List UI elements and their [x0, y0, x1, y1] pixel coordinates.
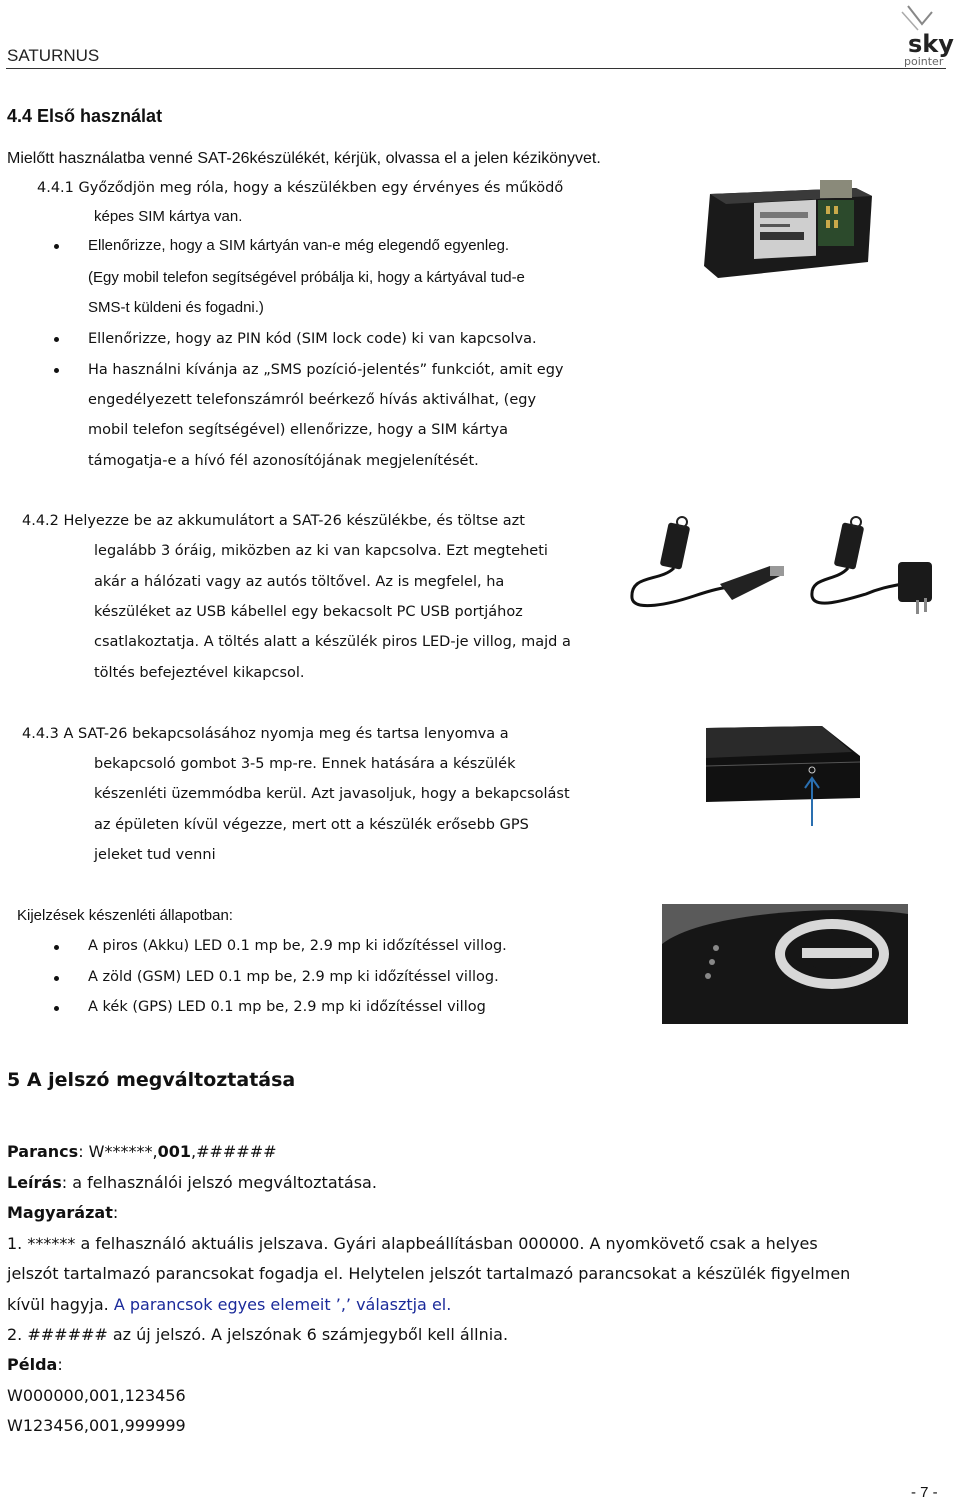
- wall-charger-photo: [806, 512, 946, 620]
- bullet: [54, 368, 59, 373]
- bullet2-text: Ellenőrizze, hogy az PIN kód (SIM lock code) ki van kapcsolva.: [88, 331, 537, 347]
- led-red-text: A piros (Akku) LED 0.1 mp be, 2.9 mp ki időzítéssel villog.: [88, 938, 507, 954]
- bullet3-line4: támogatja-e a hívó fél azonosítójának megjelenítését.: [88, 453, 479, 469]
- example-heading: [7, 1355, 63, 1374]
- bullet: [54, 337, 59, 342]
- command-line: [7, 1142, 277, 1161]
- item-4-4-3-line4: az épületen kívül végezze, mert ott a készülék erősebb GPS: [94, 817, 529, 833]
- item-4-4-2-line4: készüléket az USB kábellel egy bekacsolt PC USB portjához: [94, 604, 523, 620]
- description-line: [7, 1173, 377, 1192]
- explanation-p2: 2. ###### az új jelszó. A jelszónak 6 számjegyből kell állnia.: [7, 1325, 509, 1344]
- car-charger-photo: [620, 512, 790, 620]
- item-4-4-1-line2: képes SIM kártya van.: [94, 208, 243, 225]
- example-1: W000000,001,123456: [7, 1386, 186, 1405]
- bullet1-line1: Ellenőrizze, hogy a SIM kártyán van-e még elegendő egyenleg.: [88, 237, 510, 254]
- led-green-text: A zöld (GSM) LED 0.1 mp be, 2.9 mp ki időzítéssel villog.: [88, 969, 499, 985]
- explanation-p1-line1: 1. ****** a felhasználó aktuális jelszava. Gyári alapbeállításban 000000. A nyomkövető csak a helyes: [7, 1234, 818, 1253]
- item-4-4-3-line1: 4.4.3 A SAT-26 bekapcsolásához nyomja meg és tartsa lenyomva a: [22, 726, 509, 742]
- item-4-4-3-line5: jeleket tud venni: [94, 847, 216, 863]
- svg-text:pointer: pointer: [904, 55, 944, 68]
- device-sim-photo: [696, 178, 876, 288]
- bullet: [54, 244, 59, 249]
- bullet3-line3: mobil telefon segítségével) ellenőrizze, hogy a SIM kártya: [88, 422, 508, 438]
- separator-note: A parancsok egyes elemeit ’,’ választja el.: [113, 1295, 452, 1314]
- power-button-photo: [702, 722, 864, 832]
- command-label: Parancs: [7, 1142, 79, 1161]
- explanation-colon: :: [112, 1203, 119, 1222]
- bullet: [54, 976, 59, 981]
- device-closeup-photo: [662, 904, 908, 1024]
- svg-text:sky: sky: [908, 30, 954, 58]
- bullet1-line3: SMS-t küldeni és fogadni.): [88, 299, 264, 316]
- explanation-p1-line3-a: kívül hagyja.: [7, 1295, 114, 1314]
- command-code: 001: [157, 1142, 191, 1161]
- item-4-4-1-line1: 4.4.1 Győződjön meg róla, hogy a készülékben egy érvényes és működő: [37, 180, 564, 196]
- intro-text: Mielőtt használatba venné SAT-26készülékét, kérjük, olvassa el a jelen kézikönyvet.: [7, 150, 601, 167]
- bullet3-line2: engedélyezett telefonszámról beérkező hívás aktiválhat, (egy: [88, 392, 537, 408]
- page-number: - 7 -: [911, 1484, 938, 1501]
- description-label: Leírás: [7, 1173, 62, 1192]
- explanation-p1-line3: [7, 1295, 451, 1314]
- explanation-heading: [7, 1203, 118, 1222]
- bullet: [54, 1006, 59, 1011]
- example-2: W123456,001,999999: [7, 1416, 186, 1435]
- item-4-4-3-line2: bekapcsoló gombot 3-5 mp-re. Ennek hatására a készülék: [94, 756, 516, 772]
- item-4-4-2-line6: töltés befejeztével kikapcsol.: [94, 665, 305, 681]
- example-colon: :: [57, 1355, 63, 1374]
- explanation-p1-line2: jelszót tartalmazó parancsokat fogadja el. Helytelen jelszót tartalmazó parancsokat a készülék figyelmen: [7, 1264, 851, 1283]
- sky-pointer-logo: [888, 2, 958, 68]
- command-post: ,######: [190, 1142, 277, 1161]
- command-pre: : W******,: [78, 1142, 158, 1161]
- example-label: Példa: [7, 1355, 58, 1374]
- header-title: SATURNUS: [7, 46, 100, 65]
- bullet3-line1: Ha használni kívánja az „SMS pozíció-jelentés” funkciót, amit egy: [88, 362, 564, 378]
- led-heading: Kijelzések készenléti állapotban:: [17, 907, 233, 924]
- header-divider: [6, 68, 946, 69]
- led-blue-text: A kék (GPS) LED 0.1 mp be, 2.9 mp ki időzítéssel villog: [88, 999, 486, 1015]
- bullet1-line2: (Egy mobil telefon segítségével próbálja ki, hogy a kártyával tud-e: [88, 269, 525, 286]
- item-4-4-2-line1: 4.4.2 Helyezze be az akkumulátort a SAT-26 készülékbe, és töltse azt: [22, 513, 525, 529]
- bullet: [54, 945, 59, 950]
- section-heading-4-4: 4.4 Első használat: [7, 106, 163, 126]
- explanation-label: Magyarázat: [7, 1203, 113, 1222]
- section-heading-5: 5 A jelszó megváltoztatása: [7, 1069, 296, 1091]
- item-4-4-2-line5: csatlakoztatja. A töltés alatt a készülék piros LED-je villog, majd a: [94, 634, 571, 650]
- item-4-4-2-line2: legalább 3 óráig, miközben az ki van kapcsolva. Ezt megteheti: [94, 543, 548, 559]
- description-text: : a felhasználói jelszó megváltoztatása.: [61, 1173, 377, 1192]
- item-4-4-2-line3: akár a hálózati vagy az autós töltővel. Az is megfelel, ha: [94, 574, 505, 590]
- item-4-4-3-line3: készenléti üzemmódba kerül. Azt javasoljuk, hogy a bekapcsolást: [94, 786, 570, 802]
